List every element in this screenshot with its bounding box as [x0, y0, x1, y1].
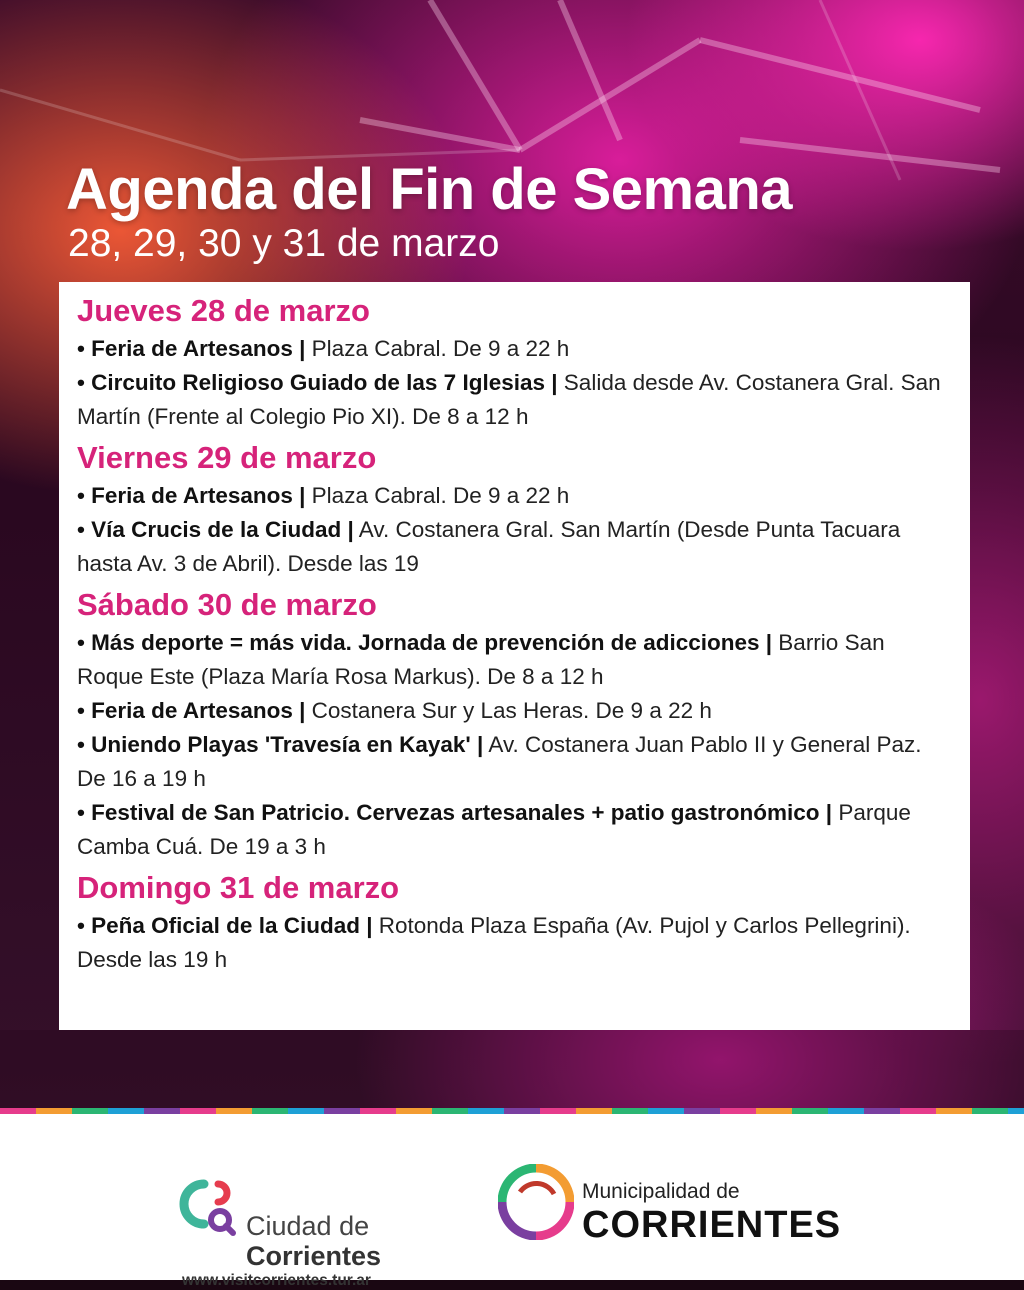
event-details: Plaza Cabral. De 9 a 22 h — [305, 336, 570, 361]
event-title: • Feria de Artesanos | — [77, 336, 306, 361]
logo2-line1: Municipalidad de — [582, 1180, 740, 1203]
event-title: • Uniendo Playas 'Travesía en Kayak' | — [77, 732, 484, 757]
day-heading: Jueves 28 de marzo — [77, 293, 370, 328]
day-section-saturday — [77, 584, 952, 864]
event-title: • Circuito Religioso Guiado de las 7 Iglesias | — [77, 370, 558, 395]
event-item — [77, 909, 952, 977]
day-heading: Domingo 31 de marzo — [77, 870, 400, 905]
logo1-line1: Ciudad de — [246, 1211, 370, 1241]
ciudad-logo-icon — [178, 1176, 240, 1238]
day-section-sunday — [77, 867, 952, 977]
event-details: Barrio San Roque Este (Plaza María Rosa Markus). De 8 a 12 h — [77, 630, 885, 689]
event-item — [77, 366, 952, 434]
municipalidad-logo — [498, 1164, 858, 1254]
event-item — [77, 796, 952, 864]
ciudad-de-corrientes-logo — [178, 1158, 418, 1289]
event-item — [77, 479, 952, 513]
logo2-line2: CORRIENTES — [582, 1204, 842, 1246]
logo1-line2: Corrientes — [246, 1241, 382, 1271]
event-details: Salida desde Av. Costanera Gral. San Martín (Frente al Colegio Pio XI). De 8 a 12 h — [77, 370, 941, 429]
page-title: Agenda del Fin de Semana — [66, 157, 793, 222]
event-title: • Más deporte = más vida. Jornada de prevención de adicciones | — [77, 630, 773, 655]
event-title: • Feria de Artesanos | — [77, 483, 306, 508]
footer — [0, 1114, 1024, 1289]
event-title: • Peña Oficial de la Ciudad | — [77, 913, 373, 938]
event-item — [77, 626, 952, 694]
event-details: Rotonda Plaza España (Av. Pujol y Carlos Pellegrini). Desde las 19 h — [77, 913, 911, 972]
event-title: • Festival de San Patricio. Cervezas artesanales + patio gastronómico | — [77, 800, 833, 825]
event-title: • Feria de Artesanos | — [77, 698, 306, 723]
day-heading: Sábado 30 de marzo — [77, 587, 377, 622]
day-section-thursday — [77, 290, 952, 434]
day-section-friday — [77, 437, 952, 581]
website-link[interactable]: www.visitcorrientes.tur.ar — [182, 1272, 371, 1289]
day-heading: Viernes 29 de marzo — [77, 440, 377, 475]
municipalidad-ring-icon — [498, 1164, 574, 1240]
event-item — [77, 513, 952, 581]
date-range-subtitle: 28, 29, 30 y 31 de marzo — [68, 222, 500, 265]
agenda-panel — [59, 282, 970, 1030]
event-details: Plaza Cabral. De 9 a 22 h — [305, 483, 570, 508]
event-item — [77, 728, 952, 796]
event-title: • Vía Crucis de la Ciudad | — [77, 517, 354, 542]
event-details: Parque Camba Cuá. De 19 a 3 h — [77, 800, 911, 859]
event-item — [77, 332, 952, 366]
event-item — [77, 694, 952, 728]
event-details: Costanera Sur y Las Heras. De 9 a 22 h — [305, 698, 712, 723]
event-details: Av. Costanera Gral. San Martín (Desde Punta Tacuara hasta Av. 3 de Abril). Desde las 19 — [77, 517, 901, 576]
event-details: Av. Costanera Juan Pablo II y General Paz. De 16 a 19 h — [77, 732, 922, 791]
